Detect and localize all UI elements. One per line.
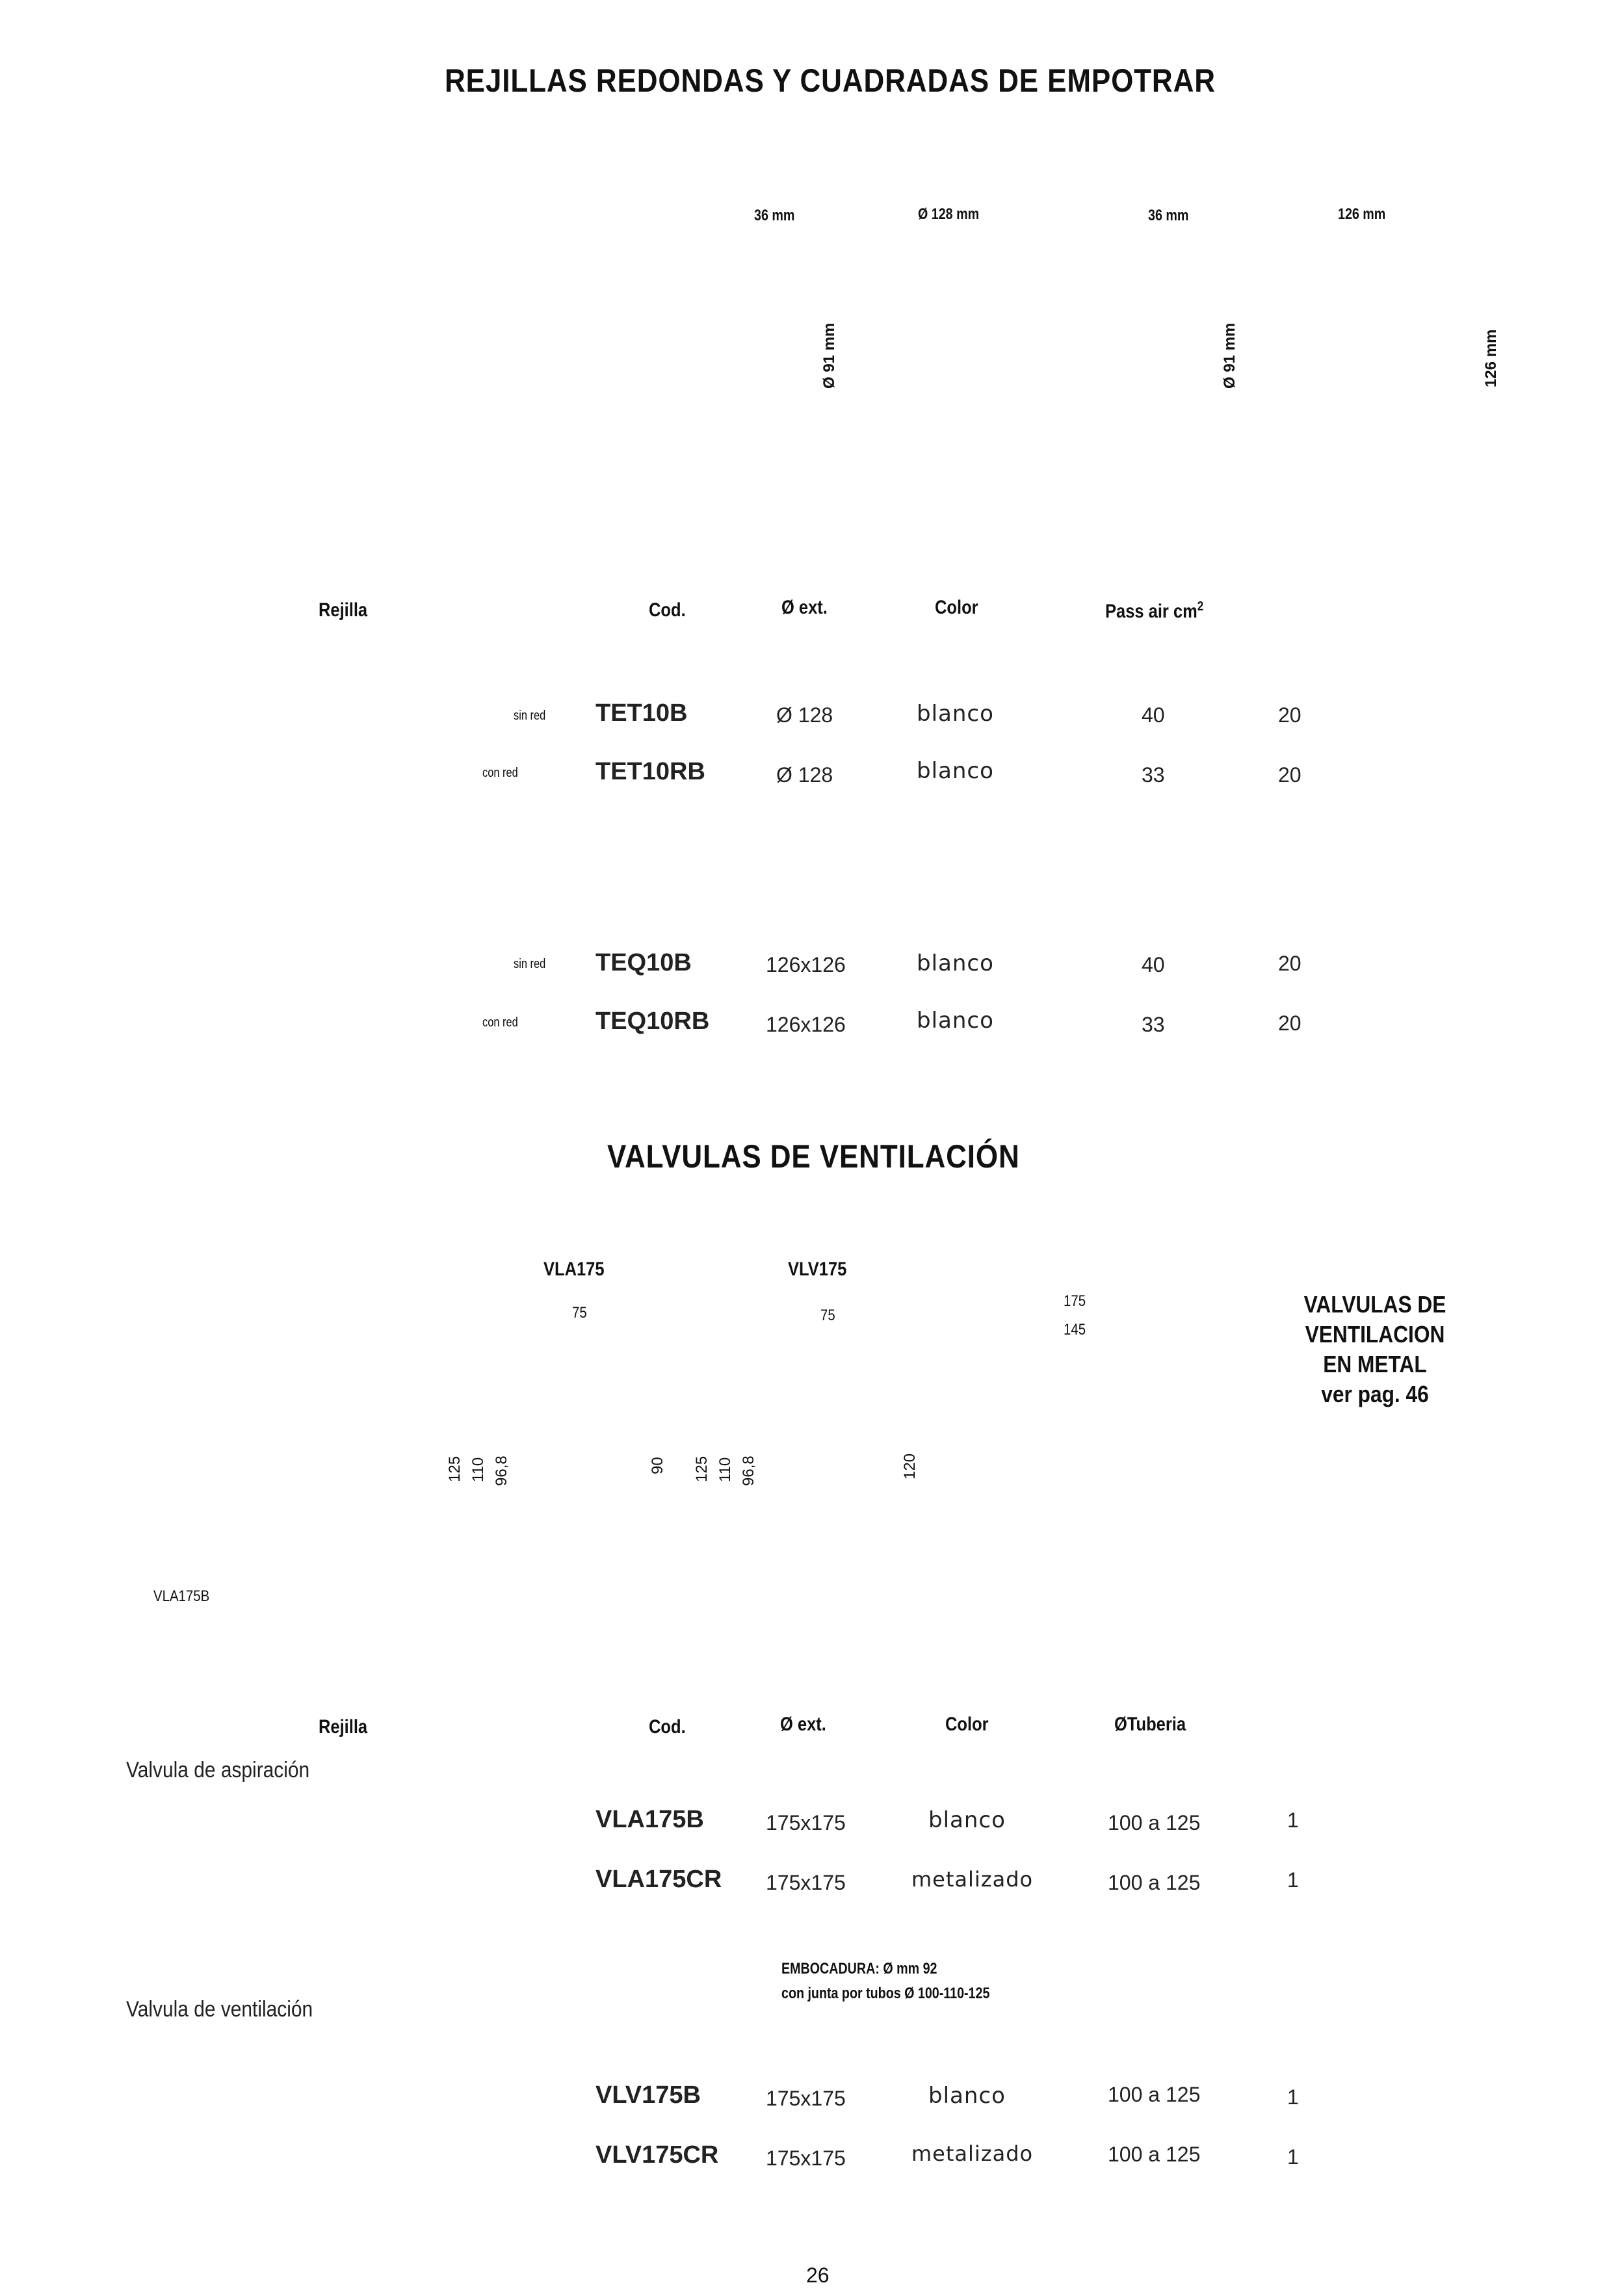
note-line-2: VENTILACION <box>1305 1321 1445 1348</box>
dim-square-inner: Ø 91 mm <box>1221 322 1238 389</box>
diagram-vla-968: 96,8 <box>493 1455 510 1486</box>
row-ext: 175x175 <box>766 2087 846 2110</box>
row-code: TEQ10RB <box>595 1008 710 1035</box>
row-variant: sin red <box>514 957 546 971</box>
row-tuberia: 100 a 125 <box>1108 2143 1201 2166</box>
note-line-4: ver pag. 46 <box>1321 1381 1429 1407</box>
row-variant: con red <box>482 766 518 780</box>
row-pass-air: 40 <box>1142 703 1165 727</box>
diagram-145: 145 <box>1064 1321 1086 1338</box>
row-qty: 20 <box>1278 952 1302 975</box>
diagram-vla-125: 125 <box>446 1455 464 1482</box>
row-color: blanco <box>917 1008 994 1034</box>
row-color: blanco <box>928 2083 1006 2109</box>
note-line-1: VALVULAS DE <box>1303 1291 1446 1318</box>
photo-caption-vla175b: VLA175B <box>153 1587 210 1605</box>
header-pass-air-sup: 2 <box>1197 599 1204 614</box>
header-color: Color <box>935 597 978 618</box>
row-color: blanco <box>928 1807 1006 1833</box>
embocadura-line-1: EMBOCADURA: Ø mm 92 <box>781 1960 937 1977</box>
note-line-3: EN METAL <box>1323 1351 1427 1377</box>
row-qty: 20 <box>1278 703 1302 727</box>
page-number: 26 <box>806 2263 830 2287</box>
row-code: VLV175B <box>595 2081 701 2109</box>
header-tuberia: ØTuberia <box>1114 1714 1186 1735</box>
row-code: TET10RB <box>595 758 705 785</box>
diagram-175: 175 <box>1064 1292 1086 1310</box>
section-title-rejillas: REJILLAS REDONDAS Y CUADRADAS DE EMPOTRAR <box>445 62 1216 99</box>
row-ext: Ø 128 <box>776 703 833 727</box>
embocadura-note <box>781 1957 989 2006</box>
row-qty: 1 <box>1287 1808 1299 1832</box>
row-ext: 126x126 <box>766 1013 846 1036</box>
dim-round-depth: 36 mm <box>754 207 795 224</box>
row-color: blanco <box>917 950 994 976</box>
row-code: VLV175CR <box>595 2141 719 2169</box>
diagram-vla-110: 110 <box>469 1457 487 1482</box>
header-cod-2: Cod. <box>649 1716 686 1738</box>
row-code: VLA175B <box>595 1806 704 1833</box>
row-color: blanco <box>917 701 994 727</box>
diagram-label-vla175: VLA175 <box>543 1259 605 1280</box>
diagram-vlv-75: 75 <box>820 1307 835 1324</box>
header-rejilla: Rejilla <box>319 599 368 621</box>
dim-round-inner: Ø 91 mm <box>820 322 838 389</box>
row-qty: 20 <box>1278 1011 1302 1035</box>
header-ext: Ø ext. <box>781 597 828 618</box>
diagram-vla-75: 75 <box>572 1304 587 1322</box>
header-rejilla-2: Rejilla <box>319 1716 368 1738</box>
section-title-valvulas: VALVULAS DE VENTILACIÓN <box>607 1138 1020 1175</box>
header-pass-air-text: Pass air cm <box>1105 601 1197 622</box>
row-ext: 126x126 <box>766 953 846 976</box>
header-pass-air <box>1105 599 1203 623</box>
dim-round-diameter: Ø 128 mm <box>918 205 980 223</box>
row-code: VLA175CR <box>595 1866 722 1893</box>
dim-square-height: 126 mm <box>1482 329 1500 387</box>
row-ext: Ø 128 <box>776 763 833 787</box>
row-ext: 175x175 <box>766 2146 846 2170</box>
dim-square-depth: 36 mm <box>1148 207 1189 224</box>
group-label-aspiracion: Valvula de aspiración <box>126 1758 310 1782</box>
row-color: metalizado <box>911 2141 1034 2166</box>
header-cod: Cod. <box>649 599 686 621</box>
header-ext-2: Ø ext. <box>780 1714 826 1735</box>
diagram-label-vlv175: VLV175 <box>788 1259 847 1280</box>
diagram-90: 90 <box>649 1457 666 1474</box>
embocadura-line-2: con junta por tubos Ø 100-110-125 <box>781 1985 990 2002</box>
diagram-vlv-125: 125 <box>693 1455 711 1482</box>
group-label-ventilacion: Valvula de ventilación <box>126 1997 313 2022</box>
row-qty: 1 <box>1287 2085 1299 2109</box>
diagram-120: 120 <box>901 1453 919 1480</box>
diagram-vlv-968: 96,8 <box>740 1455 757 1486</box>
header-color-2: Color <box>945 1714 989 1735</box>
row-pass-air: 33 <box>1142 763 1165 787</box>
row-tuberia: 100 a 125 <box>1108 2083 1201 2106</box>
row-code: TET10B <box>595 699 688 727</box>
row-pass-air: 40 <box>1142 953 1165 976</box>
row-variant: con red <box>482 1015 518 1030</box>
row-tuberia: 100 a 125 <box>1108 1871 1201 1894</box>
row-qty: 20 <box>1278 763 1302 787</box>
row-color: metalizado <box>911 1867 1034 1892</box>
row-pass-air: 33 <box>1142 1013 1165 1036</box>
row-ext: 175x175 <box>766 1811 846 1834</box>
row-qty: 1 <box>1287 1868 1299 1892</box>
dim-square-width: 126 mm <box>1338 205 1386 223</box>
metal-valves-note <box>1269 1290 1481 1409</box>
row-tuberia: 100 a 125 <box>1108 1811 1201 1834</box>
row-code: TEQ10B <box>595 949 692 976</box>
row-qty: 1 <box>1287 2145 1299 2169</box>
diagram-vlv-110: 110 <box>716 1457 734 1482</box>
row-color: blanco <box>917 758 994 784</box>
row-variant: sin red <box>514 709 546 723</box>
row-ext: 175x175 <box>766 1871 846 1894</box>
